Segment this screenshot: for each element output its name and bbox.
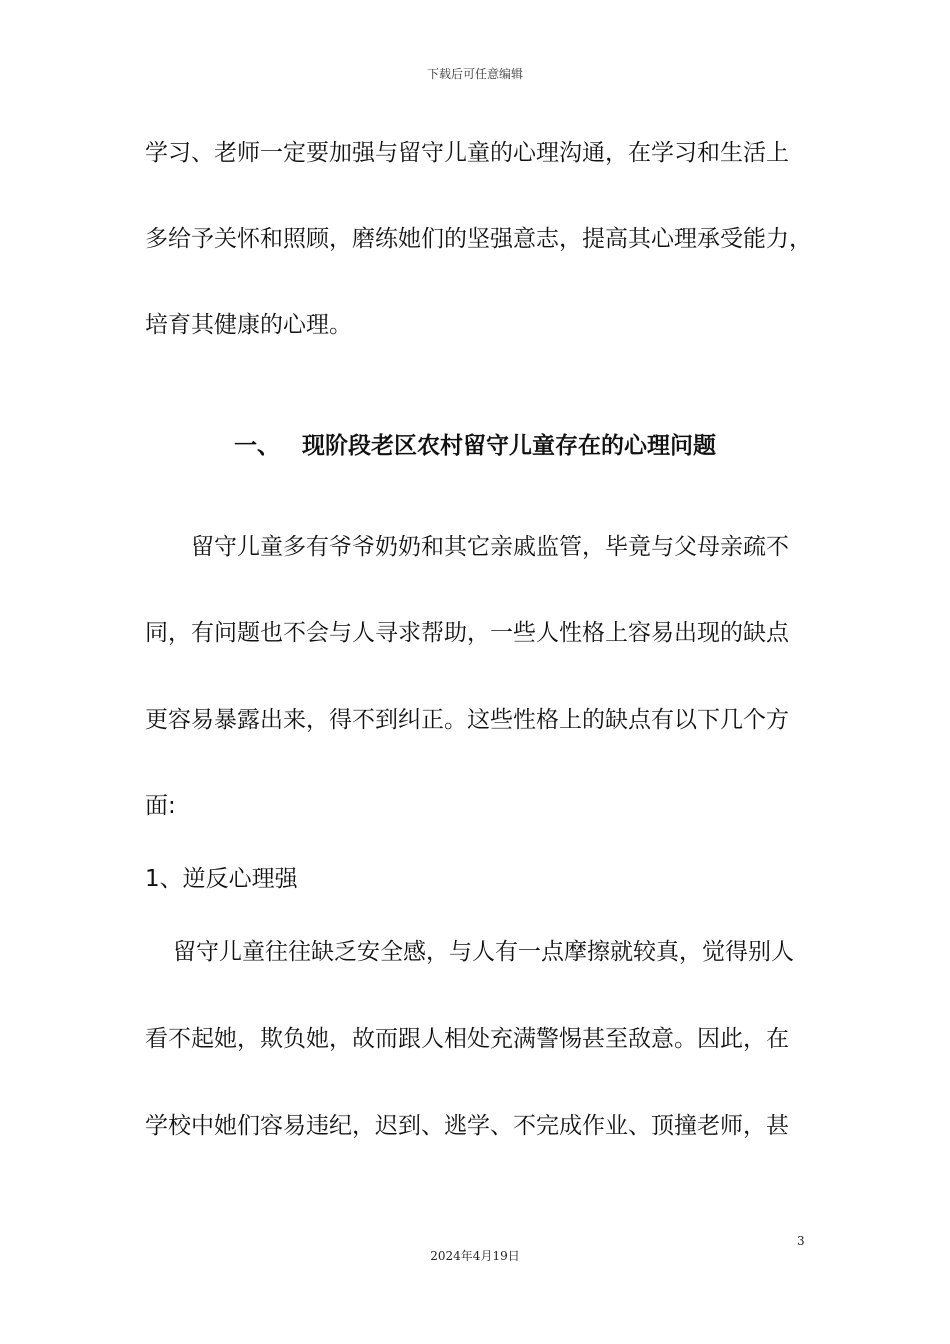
paragraph-line: 学校中她们容易违纪，迟到、逃学、不完成作业、顶撞老师，甚 xyxy=(145,1113,789,1139)
paragraph-line: 看不起她，欺负她，故而跟人相处充满警惕甚至敌意。因此，在 xyxy=(145,1026,789,1052)
section-heading xyxy=(0,431,950,461)
paragraph-line: 留守儿童多有爷爷奶奶和其它亲戚监管，毕竟与父母亲疏不 xyxy=(191,534,789,560)
subsection-heading: 1、逆反心理强 xyxy=(145,866,298,892)
paragraph-line: 留守儿童往往缺乏安全感，与人有一点摩擦就较真，觉得别人 xyxy=(173,939,794,965)
page-header: 下载后可任意编辑 xyxy=(426,67,523,81)
paragraph-line: 更容易暴露出来，得不到纠正。这些性格上的缺点有以下几个方 xyxy=(145,707,789,733)
paragraph-line: 同，有问题也不会与人寻求帮助，一些人性格上容易出现的缺点 xyxy=(145,620,789,646)
paragraph-line: 面: xyxy=(145,793,176,819)
section-number: 一、 xyxy=(234,433,280,459)
paragraph-line: 多给予关怀和照顾，磨练她们的坚强意志，提高其心理承受能力， xyxy=(145,226,812,252)
paragraph-line: 培育其健康的心理。 xyxy=(145,312,352,338)
paragraph-line: 学习、老师一定要加强与留守儿童的心理沟通，在学习和生活上 xyxy=(145,140,789,166)
section-title: 现阶段老区农村留守儿童存在的心理问题 xyxy=(302,433,716,459)
page-footer-date: 2024年4月19日 xyxy=(430,1249,520,1263)
page-number: 3 xyxy=(797,1234,805,1248)
